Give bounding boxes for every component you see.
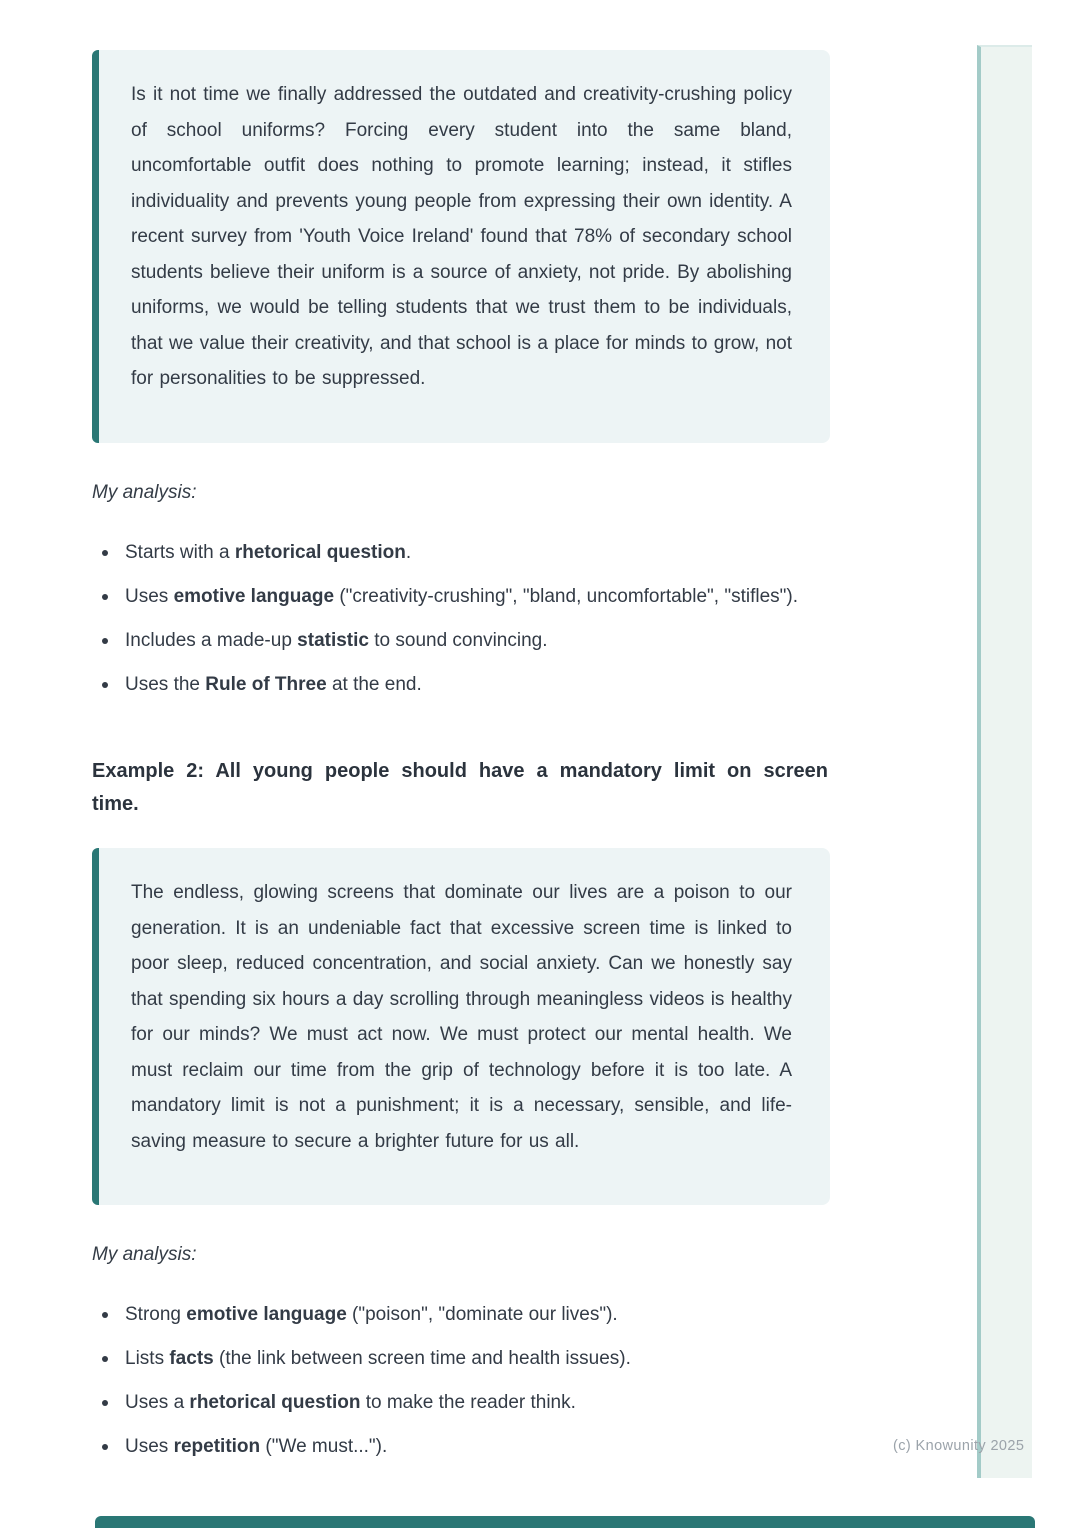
analysis-1-item-rhetorical-question: Starts with a rhetorical question. — [92, 536, 812, 570]
analysis-list-1 — [92, 536, 812, 712]
analysis-2-item-emotive-language: Strong emotive language ("poison", "dominate our lives"). — [92, 1298, 812, 1332]
analysis-label-1: My analysis: — [92, 482, 197, 503]
next-card-top-edge — [95, 1516, 1035, 1528]
analysis-2-item-repetition: Uses repetition ("We must..."). — [92, 1430, 812, 1464]
analysis-2-item-rhetorical-question: Uses a rhetorical question to make the reader think. — [92, 1386, 812, 1420]
analysis-1-item-rule-of-three: Uses the Rule of Three at the end. — [92, 668, 812, 702]
quote-card-uniforms — [92, 50, 830, 443]
copyright-watermark: (c) Knowunity 2025 — [893, 1438, 1025, 1454]
analysis-1-item-emotive-language: Uses emotive language ("creativity-crushing", "bland, uncomfortable", "stifles"). — [92, 580, 812, 614]
page-edge-panel — [977, 45, 1032, 1478]
analysis-label-2: My analysis: — [92, 1244, 197, 1265]
quote-uniforms-text: Is it not time we finally addressed the outdated and creativity-crushing policy of school uniforms? Forcing every student into the same bland, uncomfortable outfit does nothing to promote learning; instead, it stifles individuality and prevents young people from expressing their own identity. A recent survey from 'Youth Voice Ireland' found that 78% of secondary school students believe their uniform is a source of anxiety, not pride. By abolishing uniforms, we would be telling students that we trust them to be individuals, that we value their creativity, and that school is a place for minds to grow, not for personalities to be suppressed. — [131, 84, 792, 389]
analysis-1-item-statistic: Includes a made-up statistic to sound convincing. — [92, 624, 812, 658]
quote-screen-time-text: The endless, glowing screens that dominate our lives are a poison to our generation. It is an undeniable fact that excessive screen time is linked to poor sleep, reduced concentration, and social anxiety. Can we honestly say that spending six hours a day scrolling through meaningless videos is healthy for our minds? We must act now. We must protect our mental health. We must reclaim our time from the grip of technology before it is too late. A mandatory limit is not a punishment; it is a necessary, sensible, and life-saving measure to secure a brighter future for us all. — [131, 882, 792, 1152]
analysis-2-item-facts: Lists facts (the link between screen time and health issues). — [92, 1342, 812, 1376]
example-2-heading: Example 2: All young people should have a mandatory limit on screen time. — [92, 760, 828, 815]
analysis-list-2 — [92, 1298, 812, 1474]
quote-card-screen-time — [92, 848, 830, 1205]
